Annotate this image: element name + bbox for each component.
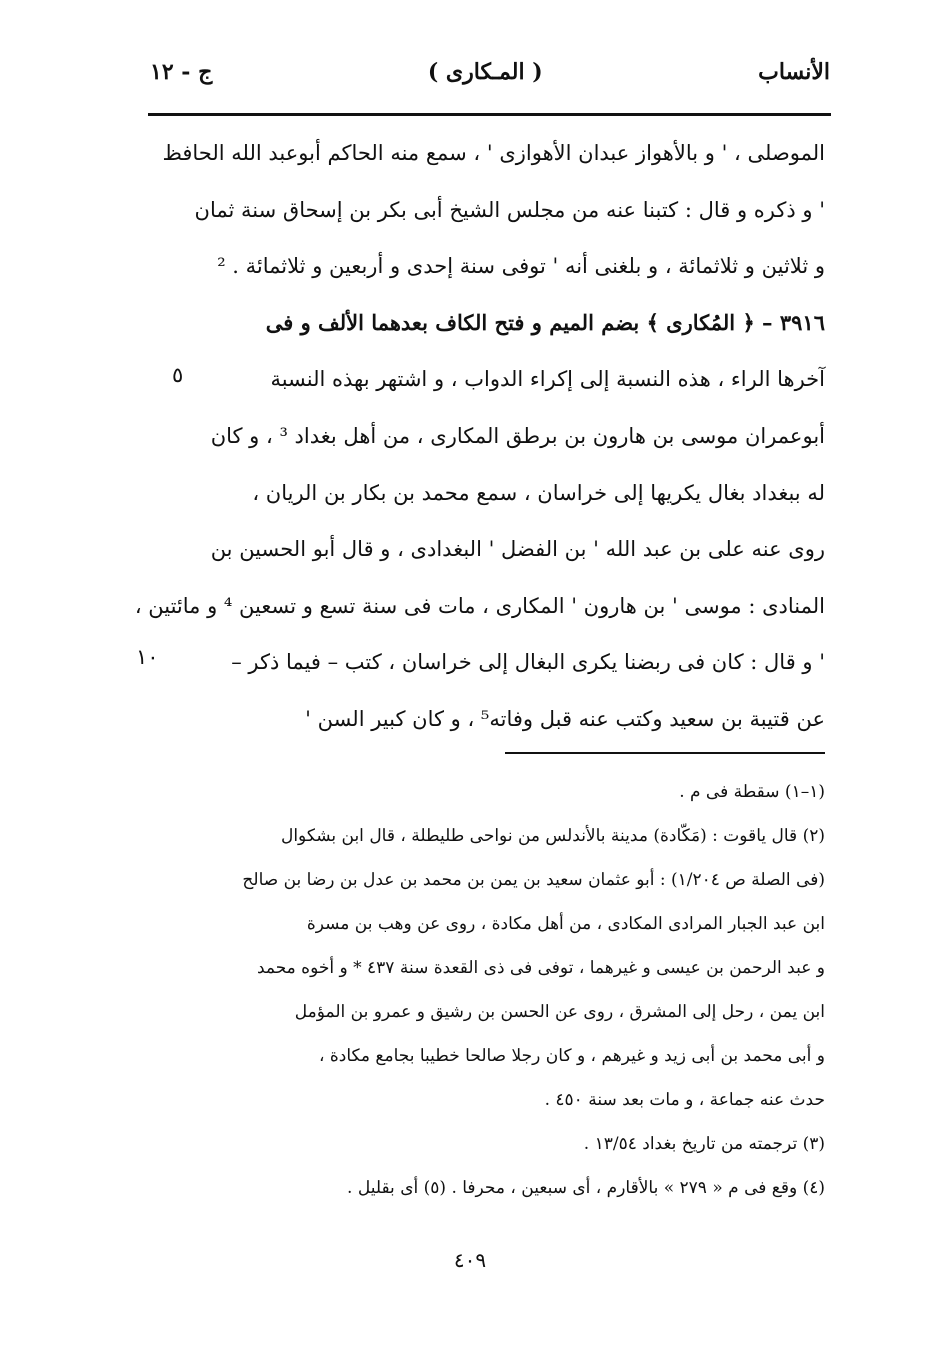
footnote-line: ابن عبد الجبار المرادى المكادى ، من أهل مكادة ، روى عن وهب بن مسرة: [306, 914, 825, 934]
entry-heading-line: ٣٩١٦ – ﴿ المُكارى ﴾ بضم الميم و فتح الكاف بعدهما الألف و فى: [265, 309, 825, 335]
header-rule: [148, 113, 831, 116]
footnote-line: و أبى محمد بن أبى زيد و غيرهم ، و كان رجلا صالحا خطيبا بجامع مكادة ،: [318, 1046, 825, 1066]
line-number-10: ١٠: [136, 645, 159, 669]
footnote-rule: [505, 752, 825, 754]
header-entry-title: ( المـكارى ): [427, 59, 543, 85]
footnote-line: (٢) قال ياقوت : (مَكّادة) مدينة بالأندلس من نواحى طليطلة ، قال ابن بشكوال: [280, 826, 825, 846]
text-line: عن قتيبة بن سعيد وكتب عنه قبل وفاته⁵ ، و كان كبير السن ': [305, 706, 825, 731]
footnotes: [165, 770, 825, 1210]
footnote-line: و عبد الرحمن بن عيسى و غيرهما ، توفى فى ذى القعدة سنة ٤٣٧ * و أخوه محمد: [256, 958, 825, 978]
footnote-line: (٣) ترجمته من تاريخ بغداد ١٣/٥٤ .: [583, 1134, 825, 1154]
header-volume: ج - ١٢: [150, 59, 213, 85]
text-line: ' و قال : كان فى ربضنا يكرى البغال إلى خراسان ، كتب – فيما ذكر –: [231, 650, 825, 675]
text-line: ' و ذكره و قال : كتبنا عنه من مجلس الشيخ أبى بكر بن إسحاق سنة ثمان: [194, 197, 825, 222]
footnote-line: ابن يمن ، رحل إلى المشرق ، روى عن الحسن بن رشيق و عمرو بن المؤمل: [294, 1002, 825, 1022]
text-line: و ثلاثين و ثلاثمائة ، و بلغنى أنه ' توفى سنة إحدى و أربعين و ثلاثمائة . ²: [217, 254, 825, 279]
page-number: ٤٠٩: [453, 1248, 487, 1272]
footnote-line: (١–١) سقطة فى م .: [679, 782, 825, 802]
text-line: الموصلى ، ' و بالأهواز عبدان الأهوازى ' ، سمع منه الحاكم أبوعبد الله الحافظ: [162, 141, 825, 165]
footnote-line: حدث عنه جماعة ، و مات بعد سنة ٤٥٠ .: [544, 1090, 825, 1110]
line-number-5: ٥: [172, 363, 184, 387]
text-line: المنادى : موسى ' بن هارون ' المكارى ، مات فى سنة تسع و تسعين ⁴ و مائتين ،: [134, 593, 825, 618]
text-line: أبوعمران موسى بن هارون بن برطق المكارى ، من أهل بغداد ³ ، و كان: [210, 423, 825, 448]
text-line: له ببغداد بغال يكريها إلى خراسان ، سمع محمد بن بكار بن الريان ،: [252, 480, 825, 505]
footnote-line: (٤) وقع فى م « ٢٧٩ » بالأقارم ، أى سبعين ، محرفا . (٥) أى بقليل .: [347, 1178, 825, 1198]
footnote-line: (فى الصلة ص ١/٢٠٤) : أبو عثمان سعيد بن يمن بن محمد بن عدل بن رضا بن صالح: [242, 870, 825, 890]
running-header: [150, 52, 830, 92]
text-line: روى عنه على بن عبد الله ' بن الفضل ' البغدادى ، و قال أبو الحسين بن: [210, 537, 825, 562]
header-book-title: الأنساب: [758, 59, 830, 85]
text-line: آخرها الراء ، هذه النسبة إلى إكراء الدواب ، و اشتهر بهذه النسبة: [270, 367, 825, 392]
